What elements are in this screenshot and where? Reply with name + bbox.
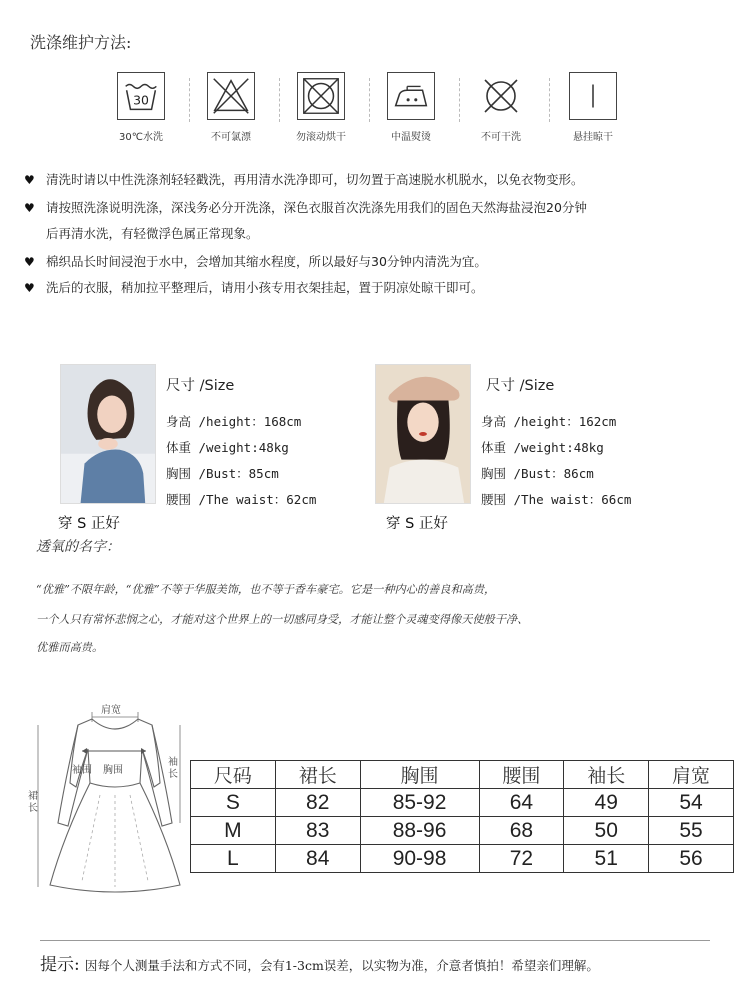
care-tip: ♥ 棉织品长时间浸泡于水中，会增加其缩水程度，所以最好与30分钟内清洗为宜。 [24,254,487,269]
heart-bullet-icon: ♥ [24,255,35,269]
table-row [191,817,734,845]
iron-medium-icon [387,72,435,120]
notice-text: 因每个人测量手法和方式不同，会有1-3cm误差，以实物为准，介意者慎拍！希望亲们理解。 [84,958,599,973]
size-cell: 90-98 [360,845,479,873]
care-tip: ♥ 请按照洗涤说明洗涤，深浅务必分开洗涤，深色衣服首次洗涤先用我们的固色天然海盐浸泡20分钟 [24,200,587,215]
model-height: 身高 /height：162cm [481,414,617,429]
size-cell: 54 [649,789,734,817]
model-waist: 腰围 /The waist：62cm [166,492,317,507]
wash-temperature: 30 [133,92,149,108]
care-divider [459,78,460,122]
brand-story-line: “优雅”不限年龄，“优雅”不等于华服美饰，也不等于香车豪宅。它是一种内心的善良和高贵， [36,583,496,596]
no-dry-clean-icon [477,72,525,120]
model-fit-label: 穿 S 正好 [386,516,448,532]
size-header-cell: 袖长 [564,761,649,789]
size-cell: 82 [275,789,360,817]
model-weight: 体重 /weight:48kg [481,440,604,455]
size-cell: L [191,845,276,873]
model-waist: 腰围 /The waist：66cm [481,492,632,507]
size-cell: 83 [275,817,360,845]
care-divider [279,78,280,122]
size-cell: 88-96 [360,817,479,845]
size-cell: 85-92 [360,789,479,817]
model-photo-1 [60,364,156,504]
care-divider [189,78,190,122]
care-label: 不可干洗 [481,132,521,143]
care-item-iron [375,72,447,143]
model-photo-2 [375,364,471,504]
size-header-cell: 尺码 [191,761,276,789]
dress-outline-icon [30,695,190,900]
no-bleach-icon [207,72,255,120]
size-cell: 56 [649,845,734,873]
care-tip: ♥ 洗后的衣服，稍加拉平整理后，请用小孩专用衣架挂起，置于阴凉处晾干即可。 [24,280,484,295]
notice-divider [40,940,710,941]
model-size-title: 尺寸 /Size [486,378,555,394]
model-height: 身高 /height：168cm [166,414,302,429]
model-size-title: 尺寸 /Size [166,378,235,394]
size-cell: 50 [564,817,649,845]
size-cell: 64 [479,789,564,817]
care-item-tumble [285,72,357,143]
model-fit-label: 穿 S 正好 [58,516,120,532]
size-cell: 55 [649,817,734,845]
model-bust: 胸围 /Bust：86cm [481,466,594,481]
table-row [191,789,734,817]
care-divider [549,78,550,122]
care-label: 30℃水洗 [119,132,163,143]
care-label: 不可氯漂 [211,132,251,143]
care-label: 勿滚动烘干 [296,132,346,143]
size-header-cell: 胸围 [360,761,479,789]
size-header-cell: 裙长 [275,761,360,789]
brand-story-heading: 透氧的名字： [36,539,120,555]
care-label: 悬挂晾干 [573,132,613,143]
line-dry-icon [569,72,617,120]
size-cell: 68 [479,817,564,845]
size-cell: 72 [479,845,564,873]
wash-30-icon [117,72,165,120]
notice-key: 提示: [40,955,80,975]
size-table [190,760,734,873]
care-item-linedry [557,72,629,143]
heart-bullet-icon: ♥ [24,201,35,215]
size-cell: S [191,789,276,817]
dress-measurement-diagram [30,695,190,900]
care-divider [369,78,370,122]
notice [40,950,599,975]
sleeve-label: 袖长 [168,757,178,780]
care-item-wash [105,72,177,143]
shoulder-label: 肩宽 [101,705,121,716]
brand-story-line: 一个人只有常怀悲悯之心，才能对这个世界上的一切感同身受，才能让整个灵魂变得像天使般干净、 [36,613,529,626]
size-header-cell: 腰围 [479,761,564,789]
length-label: 裙长 [28,791,38,814]
bust-label: 胸围 [103,765,123,776]
heart-bullet-icon: ♥ [24,281,35,295]
care-tip-continued: 后再清水洗，有轻微浮色属正常现象。 [46,226,259,241]
care-section-title: 洗涤维护方法: [30,33,132,52]
model-weight: 体重 /weight:48kg [166,440,289,455]
table-row [191,845,734,873]
waist-label: 袖围 [72,765,92,776]
care-label: 中温熨烫 [391,132,431,143]
no-tumble-dry-icon [297,72,345,120]
size-table-header [191,761,734,789]
care-tip: ♥ 清洗时请以中性洗涤剂轻轻戳洗，再用清水洗净即可，切勿置于高速脱水机脱水，以免衣物变形。 [24,172,584,187]
brand-story-line: 优雅而高贵。 [36,641,104,654]
care-icons-row [105,72,650,144]
size-cell: M [191,817,276,845]
size-header-cell: 肩宽 [649,761,734,789]
heart-bullet-icon: ♥ [24,173,35,187]
care-item-bleach [195,72,267,143]
size-cell: 84 [275,845,360,873]
size-cell: 49 [564,789,649,817]
size-cell: 51 [564,845,649,873]
care-item-dryclean [465,72,537,143]
model-bust: 胸围 /Bust：85cm [166,466,279,481]
